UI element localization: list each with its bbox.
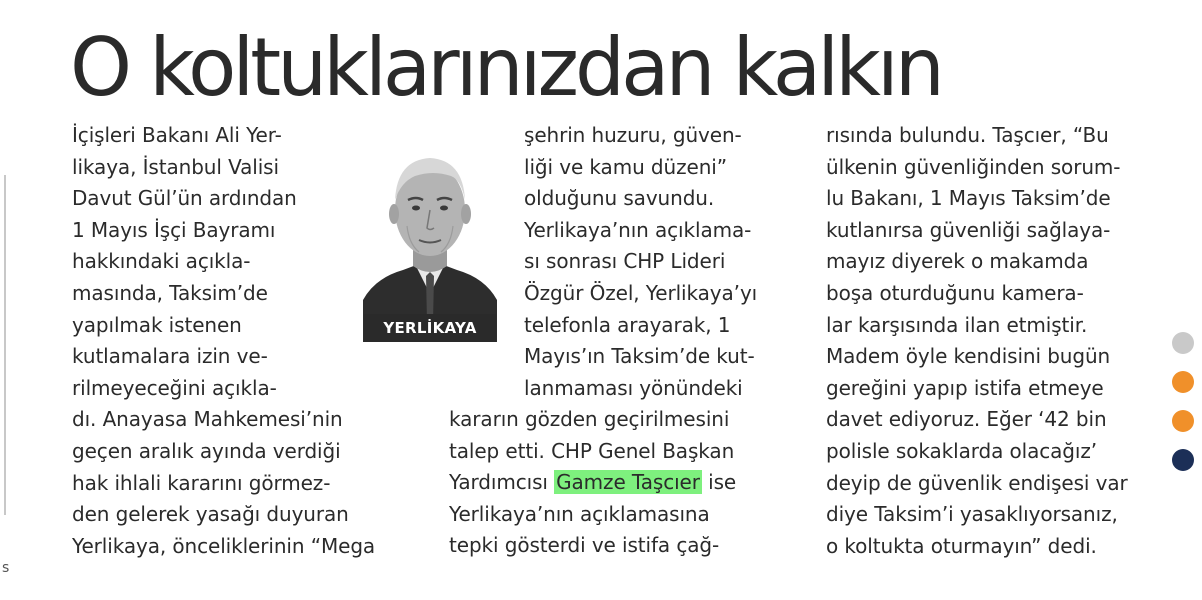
text-line: İçişleri Bakanı Ali Yer- bbox=[72, 123, 282, 147]
text-fragment: Yardımcısı bbox=[449, 470, 555, 495]
highlighted-name: Gamze Taşcıer bbox=[556, 470, 700, 495]
nav-dot-2[interactable] bbox=[1172, 371, 1194, 393]
text-line: yapılmak istenen bbox=[72, 312, 242, 337]
text-line: lanmaması yönündeki bbox=[524, 375, 743, 400]
text-line: dı. Anayasa Mahkemesi’nin bbox=[72, 407, 343, 432]
text-line: mayız diyerek o makamda bbox=[826, 249, 1089, 274]
text-line: Madem öyle kendisini bugün bbox=[826, 344, 1111, 369]
text-line: kararın gözden geçirilmesini bbox=[449, 407, 730, 431]
text-line: masında, Taksim’de bbox=[72, 280, 268, 305]
nav-dot-3[interactable] bbox=[1172, 410, 1194, 432]
text-line bbox=[449, 467, 736, 499]
text-line: kutlanırsa güvenliği sağlaya- bbox=[826, 217, 1111, 242]
text-line: den gelerek yasağı duyuran bbox=[72, 502, 349, 527]
text-line: likaya, İstanbul Valisi bbox=[72, 154, 279, 179]
text-line: diye Taksim’i yasaklıyorsanız, bbox=[826, 502, 1118, 527]
nav-dot-4[interactable] bbox=[1172, 449, 1194, 471]
text-line: deyip de güvenlik endişesi var bbox=[826, 470, 1128, 495]
text-line: Yerlikaya’nın açıklamasına bbox=[449, 501, 710, 526]
text-line: telefonla arayarak, 1 bbox=[524, 312, 731, 337]
portrait-image bbox=[363, 132, 497, 342]
text-line: boşa oturduğunu kamera- bbox=[826, 280, 1084, 305]
text-line: Mayıs’ın Taksim’de kut- bbox=[524, 344, 755, 369]
text-line: o koltukta oturmayın” dedi. bbox=[826, 533, 1097, 558]
text-line: 1 Mayıs İşçi Bayramı bbox=[72, 217, 276, 242]
text-line: olduğunu savundu. bbox=[524, 186, 715, 211]
nav-dot-1[interactable] bbox=[1172, 332, 1194, 354]
text-line: talep etti. CHP Genel Başkan bbox=[449, 438, 735, 463]
portrait-photo bbox=[363, 132, 497, 342]
text-line: hakkındaki açıkla- bbox=[72, 249, 251, 274]
text-line: liği ve kamu düzeni” bbox=[524, 154, 727, 179]
text-fragment: ise bbox=[701, 470, 737, 495]
left-edge-rule bbox=[4, 175, 6, 515]
text-line: hak ihlali kararını görmez- bbox=[72, 470, 331, 495]
text-line: ülkenin güvenliğinden sorum- bbox=[826, 154, 1121, 179]
text-line: kutlamalara izin ve- bbox=[72, 344, 268, 369]
text-line: Yerlikaya’nın açıklama- bbox=[524, 217, 752, 242]
text-line: sı sonrası CHP Lideri bbox=[524, 249, 726, 274]
article-column-2 bbox=[524, 120, 757, 404]
text-line: şehrin huzuru, güven- bbox=[524, 123, 742, 147]
article-column-3 bbox=[826, 120, 1128, 562]
headline: O koltuklarınızdan kalkın bbox=[70, 21, 941, 114]
text-line: geçen aralık ayında verdiği bbox=[72, 438, 341, 463]
text-line: polisle sokaklarda olacağız’ bbox=[826, 438, 1098, 463]
text-line: tepki gösterdi ve istifa çağ- bbox=[449, 533, 720, 558]
text-line: davet ediyoruz. Eğer ‘42 bin bbox=[826, 407, 1107, 432]
article-column-1 bbox=[72, 120, 375, 562]
text-line: rısında bulundu. Taşcıer, “Bu bbox=[826, 123, 1109, 147]
text-line: Özgür Özel, Yerlikaya’yı bbox=[524, 280, 758, 305]
text-line: Davut Gül’ün ardından bbox=[72, 186, 297, 211]
photo-caption: YERLİKAYA bbox=[364, 314, 496, 342]
edge-mark: s bbox=[2, 560, 10, 576]
article-column-2-lower bbox=[449, 404, 736, 562]
text-line: rilmeyeceğini açıkla- bbox=[72, 375, 277, 400]
text-line: lu Bakanı, 1 Mayıs Taksim’de bbox=[826, 186, 1111, 211]
text-line: lar karşısında ilan etmiştir. bbox=[826, 312, 1088, 337]
text-line: gereğini yapıp istifa etmeye bbox=[826, 375, 1104, 400]
text-line: Yerlikaya, önceliklerinin “Mega bbox=[72, 533, 376, 558]
